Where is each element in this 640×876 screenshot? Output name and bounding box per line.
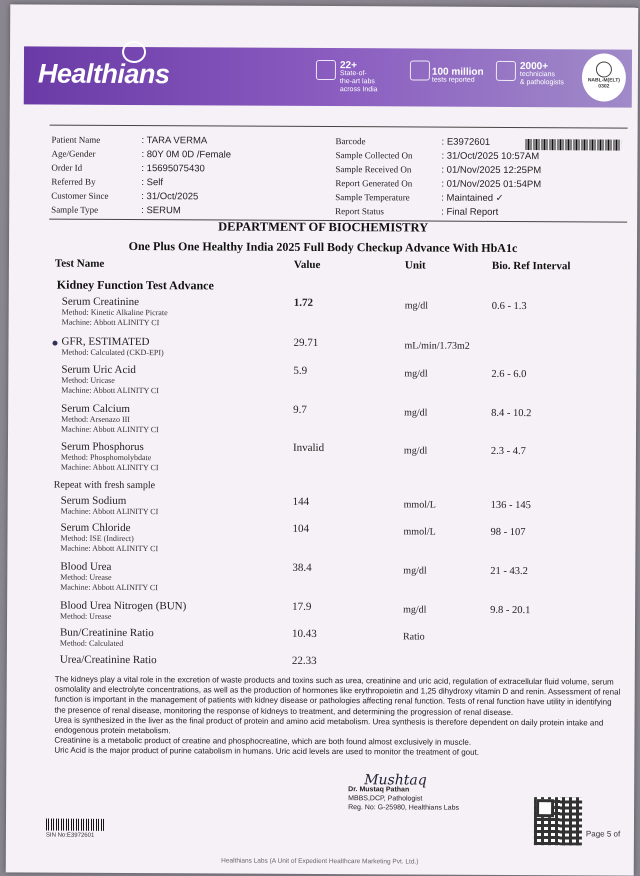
- report-status: Final Report: [446, 206, 499, 218]
- result-ref: 9.8 - 20.1: [490, 604, 531, 617]
- report-page: [6, 4, 639, 875]
- feature-tests: 100 million tests reported: [431, 66, 484, 84]
- pathologist-signature: Mushtaq Dr. Mustaq Pathan MBBS,DCP, Pathologist Reg. No: G-25980, Healthians Labs: [348, 772, 459, 812]
- result-unit: Ratio: [402, 631, 425, 643]
- result-unit: mg/dl: [404, 368, 428, 380]
- result-ref: 8.4 - 10.2: [491, 407, 532, 420]
- result-value: 5.9: [293, 364, 308, 377]
- page-number: Page 5 of: [585, 829, 621, 839]
- signature-scribble: Mushtaq: [364, 772, 427, 789]
- result-unit: mmol/L: [403, 499, 436, 511]
- table-row: GFR, ESTIMATED Method: Calculated (CKD-EPI): [61, 335, 164, 358]
- result-unit: mmol/L: [403, 526, 436, 538]
- result-value: 10.43: [291, 627, 317, 640]
- sample-temperature: Maintained ✓: [446, 192, 504, 204]
- result-unit: mg/dl: [403, 604, 427, 616]
- table-row: Urea/Creatinine Ratio: [59, 653, 157, 667]
- result-value: Invalid: [292, 441, 325, 455]
- divider: [50, 125, 628, 129]
- result-ref: 21 - 43.2: [490, 565, 528, 578]
- patient-info: Patient Name : TARA VERMA Age/Gender : 80Y 0M 0D /Female Order Id : 15695075430 Referred By : Self Customer Since : 31/Oct/2025 Sample Type : SERUM Barcode : E3972601 Sample Collected On : 31/Oct/2025 10:57AM Sample Received On : 01/Nov/2025 12:25PM Report Generated On : 01/Nov/2025 01:54PM Sample Temperature : Maintained ✓ Report Status : Final Report: [51, 134, 542, 218]
- table-row: Serum Chloride Method: ISE (Indirect) Machine: Abbott ALINITY CI: [60, 521, 159, 554]
- report-generated: 01/Nov/2025 01:54PM: [446, 178, 542, 191]
- result-value: 144: [292, 495, 310, 508]
- result-ref: 2.3 - 4.7: [490, 445, 526, 458]
- col-value: Value: [293, 258, 321, 271]
- footer-text: Healthians Labs (A Unit of Expedient Healthcare Marketing Pvt. Ltd.): [221, 857, 419, 866]
- interpretation-text: The kidneys play a vital role in the excretion of waste products and toxins such as urea, creatinine and uric acid, regulation of extracellular fluid volume, serum osmolality and electrolyte concentrations, as well as the production of hormones like erythropoietin and 1,25 dihydroxy vitamin D and renin. Assessment of renal function is important in the management of patients with kidney disease or pathologies affecting renal function. Tests of renal function have utility in identifying the presence of renal disease, monitoring the response of kidneys to treatment, and determining the progression of renal disease. Urea is synthesized in the liver as the final product of protein and amino acid metabolism. Urea synthesis is therefore dependent on daily protein intake and endogenous protein metabolism. Creatinine is a metabolic product of creatine and phosphocreatine, which are both found almost exclusively in muscle. Uric Acid is the major product of purine catabolism in humans. Uric acid levels are used to monitor the treatment of gout.: [54, 674, 621, 758]
- lab-icon: [316, 60, 336, 80]
- sample-number: SIN No:E3972601: [45, 832, 95, 839]
- result-value: 9.7: [293, 403, 307, 416]
- result-unit: mg/dl: [403, 445, 428, 457]
- section-title: Kidney Function Test Advance: [56, 277, 214, 293]
- stethoscope-heart-icon: [122, 41, 146, 63]
- feature-technicians: 2000+ technicians & pathologists: [519, 61, 564, 87]
- patient-name: TARA VERMA: [146, 135, 208, 147]
- col-ref-interval: Bio. Ref Interval: [491, 259, 571, 273]
- result-ref: 0.6 - 1.3: [491, 300, 527, 313]
- barcode-graphic: [526, 139, 622, 151]
- result-unit: mg/dl: [404, 407, 428, 419]
- result-value: 17.9: [292, 600, 312, 613]
- healthians-logo: Healthians: [37, 58, 170, 90]
- barcode-value: E3972601: [446, 136, 491, 148]
- patient-age: 80Y 0M 0D /Female: [146, 149, 232, 161]
- sample-barcode: [46, 819, 104, 831]
- col-unit: Unit: [404, 259, 426, 272]
- result-value: 1.72: [293, 296, 313, 309]
- table-row: Serum Uric Acid Method: Uricase Machine: Abbott ALINITY CI: [61, 363, 159, 396]
- result-ref: 2.6 - 6.0: [491, 368, 527, 381]
- header-banner: [24, 46, 632, 107]
- order-id: 15695075430: [146, 163, 205, 175]
- table-row: Bun/Creatinine Ratio Method: Calculated: [59, 626, 154, 648]
- qr-code: [534, 797, 582, 845]
- pathologist-icon: [496, 61, 516, 81]
- table-row: Blood Urea Method: Urease Machine: Abbott ALINITY CI: [60, 560, 158, 593]
- repeat-note: Repeat with fresh sample: [53, 479, 156, 492]
- result-value: 38.4: [292, 561, 312, 574]
- result-ref: 98 - 107: [490, 526, 526, 539]
- customer-since: 31/Oct/2025: [146, 191, 199, 203]
- result-unit: mg/dl: [404, 300, 429, 312]
- department-title: DEPARTMENT OF BIOCHEMISTRY: [218, 219, 429, 235]
- result-unit: mg/dl: [403, 565, 427, 577]
- result-value: 29.71: [293, 336, 319, 349]
- sample-received: 01/Nov/2025 12:25PM: [446, 164, 542, 177]
- table-row: Serum Phosphorus Method: Phosphomolybdate Machine: Abbott ALINITY CI: [60, 440, 159, 473]
- tests-icon: [410, 60, 430, 80]
- col-test-name: Test Name: [54, 257, 105, 270]
- table-row: Blood Urea Nitrogen (BUN) Method: Urease: [60, 599, 187, 621]
- table-row: Serum Calcium Method: Arsenazo III Machine: Abbott ALINITY CI: [61, 402, 159, 435]
- table-row: Serum Sodium Machine: Abbott ALINITY CI: [60, 494, 159, 517]
- package-title: One Plus One Healthy India 2025 Full Body Checkup Advance With HbA1c: [128, 238, 518, 256]
- sample-collected: 31/Oct/2025 10:57AM: [446, 150, 540, 163]
- sample-type: SERUM: [146, 205, 181, 217]
- table-row: Serum Creatinine Method: Kinetic Alkaline Picrate Machine: Abbott ALINITY CI: [61, 295, 168, 328]
- result-value: 104: [292, 522, 310, 535]
- result-ref: 136 - 145: [490, 499, 531, 512]
- nabl-badge: NABL-M(ELT) 0302: [582, 53, 626, 101]
- feature-labs: 22+ State-of- the-art labs across India: [339, 60, 378, 94]
- nabl-seal-icon: [596, 61, 612, 77]
- result-value: 22.33: [291, 654, 317, 667]
- referred-by: Self: [146, 177, 164, 189]
- result-unit: mL/min/1.73m2: [404, 340, 470, 352]
- flag-dot-icon: [52, 341, 57, 346]
